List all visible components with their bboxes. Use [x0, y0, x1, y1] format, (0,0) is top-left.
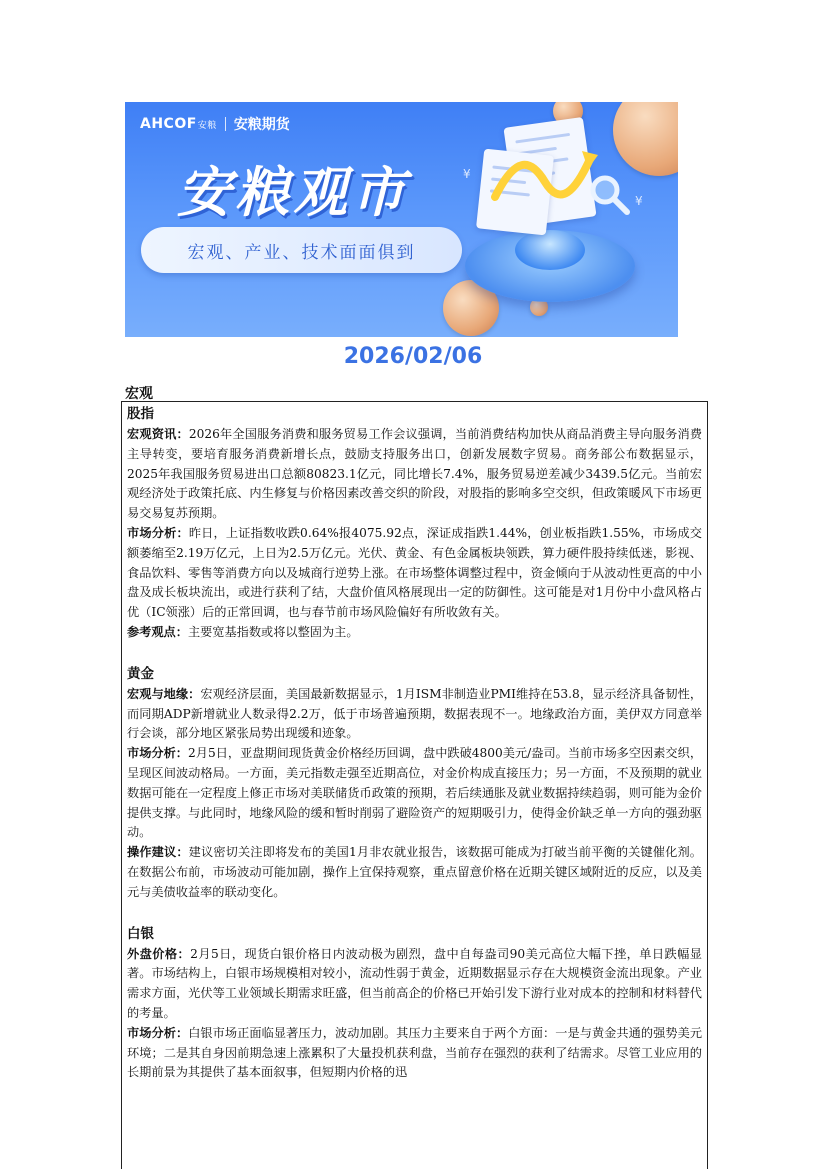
- coin-icon: [613, 102, 678, 176]
- logo-text: AHCOF安粮: [140, 116, 217, 132]
- paragraph: [127, 425, 702, 524]
- paragraph-label: 市场分析：: [127, 525, 189, 540]
- report-date: 2026/02/06: [343, 344, 483, 369]
- paragraph: [127, 524, 702, 623]
- paragraph-text: 主要宽基指数或将以整固为主。: [187, 624, 359, 639]
- paragraph-label: 市场分析：: [127, 746, 188, 761]
- paragraph-text: 白银市场正面临显著压力，波动加剧。其压力主要来自于两个方面：一是与黄金共通的强势美元环境；二是其自身因前期急速上涨累积了大量投机获利盘，当前存在强烈的获利了结需求。尽管工业应用的长期前景为其提供了基本面叙事，但短期内价格的迅: [127, 1025, 703, 1080]
- company-name: 安粮期货: [233, 117, 290, 133]
- chart-pillar-icon: [515, 230, 585, 270]
- paragraph-text: 2026年全国服务消费和服务贸易工作会议强调，当前消费结构加快从商品消费主导向服务消费主导转变，要培育服务消费新增长点，鼓励支持服务出口，创新发展数字贸易。商务部公布数据显示，2025年我国服务贸易进出口总额80823.1亿元，同比增长7.4%，服务贸易逆差减少3439.5亿元。当前宏观经济处于政策托底、内生修复与价格因素改善交织的阶段，对股指的影响多空交织，但政策暖风下市场更易交易复苏预期。: [127, 427, 703, 521]
- paragraph-text: 建议密切关注即将发布的美国1月非农就业报告，该数据可能成为打破当前平衡的关键催化剂。在数据公布前，市场波动可能加剧，操作上宜保持观察，重点留意价格在近期关键区域附近的反应，以及美元与美债收益率的联动变化。: [127, 845, 702, 899]
- content-box: [121, 401, 708, 1169]
- paragraph-label: 参考观点：: [127, 624, 188, 639]
- paragraph-label: 宏观资讯：: [127, 427, 189, 441]
- magnifier-icon: [587, 172, 631, 216]
- banner-subtitle: 宏观、产业、技术面面俱到: [141, 227, 462, 273]
- paragraph-label: 市场分析：: [127, 1025, 189, 1040]
- topic-heading: 股指: [127, 406, 154, 422]
- banner-title: 安粮观市: [177, 161, 409, 224]
- paragraph: [127, 1024, 702, 1083]
- paragraph-label: 外盘价格：: [127, 946, 191, 961]
- paragraph: [127, 623, 702, 643]
- header-banner: [125, 102, 678, 337]
- brand-divider: [225, 117, 226, 131]
- section-title: 宏观: [125, 386, 153, 402]
- brand-logo: [140, 114, 290, 134]
- paragraph-label: 宏观与地缘：: [127, 686, 201, 701]
- paragraph: [127, 744, 702, 843]
- paragraph-text: 2月5日，现货白银价格日内波动极为剧烈，盘中自每盎司90美元高位大幅下挫，单日跌幅显著。市场结构上，白银市场规模相对较小，流动性弱于黄金，近期数据显示存在大规模资金流出现象。产业需求方面，光伏等工业领域长期需求旺盛，但当前高企的价格已开始引发下游行业对成本的控制和材料替代的考量。: [127, 946, 702, 1020]
- paragraph: [127, 945, 702, 1024]
- topic-heading: 白银: [127, 925, 154, 942]
- paragraph-text: 昨日，上证指数收跌0.64%报4075.92点，深证成指跌1.44%，创业板指跌1.55%，市场成交额萎缩至2.19万亿元，上日为2.5万亿元。光伏、黄金、有色金属板块领跌，算力硬件股持续低迷，影视、食品饮料、零售等消费方向以及城商行逆势上涨。在市场整体调整过程中，资金倾向于从波动性更高的中小盘及成长板块流出，或进行获利了结，大盘价值风格展现出一定的防御性。这可能是对1月份中小盘风格占优（IC领涨）后的正常回调，也与春节前市场风险偏好有所收敛有关。: [127, 525, 702, 620]
- yen-symbol-icon: ¥: [463, 167, 471, 181]
- paragraph-text: 2月5日，亚盘期间现货黄金价格经历回调，盘中跌破4800美元/盎司。当前市场多空因素交织，呈现区间波动格局。一方面，美元指数走强至近期高位，对金价构成直接压力；另一方面，不及预期的就业数据可能在一定程度上修正市场对美联储货币政策的预期，若后续通胀及就业数据持续趋弱，则可能为金价提供支撑。与此同时，地缘风险的缓和暂时削弱了避险资产的短期吸引力，使得金价缺乏单一方向的强劲驱动。: [127, 746, 703, 840]
- paragraph: [127, 685, 702, 744]
- topic-heading: 黄金: [127, 665, 154, 682]
- paragraph: [127, 843, 702, 902]
- paragraph-text: 宏观经济层面，美国最新数据显示，1月ISM非制造业PMI维持在53.8，显示经济具备韧性，而同期ADP新增就业人数录得2.2万，低于市场普遍预期，数据表现不一。地缘政治方面，美伊双方同意举行会谈，部分地区紧张局势出现缓和迹象。: [127, 686, 703, 741]
- paragraph-label: 操作建议：: [127, 845, 189, 860]
- yen-symbol-icon: ¥: [635, 194, 643, 208]
- trend-arrow-icon: [490, 147, 600, 207]
